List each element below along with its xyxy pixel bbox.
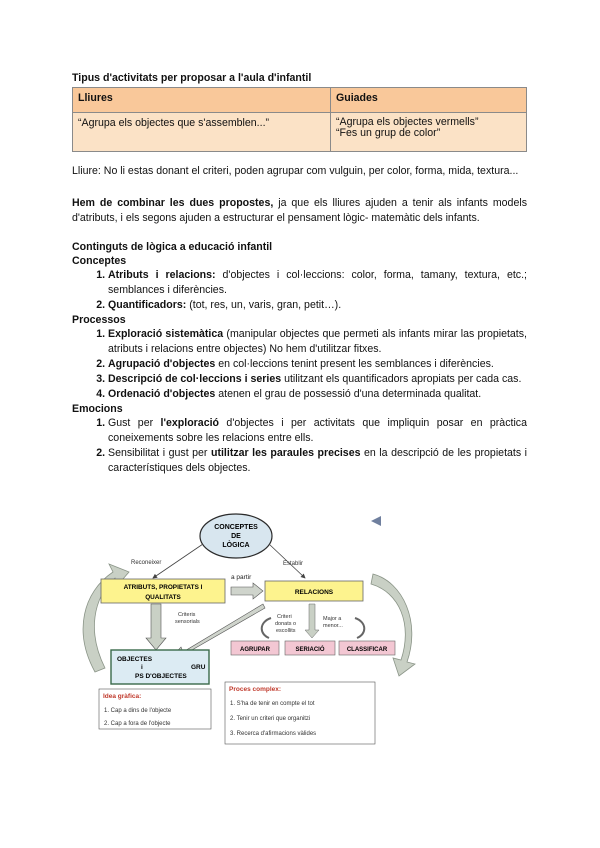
item-text: atenen el grau de possessió d'una determinada qualitat. (215, 388, 482, 400)
cell-text: “Fes un grup de color” (336, 127, 441, 139)
curved-small-arrow (355, 618, 364, 638)
table-header-lliures: Lliures (73, 88, 331, 113)
a-partir-arrow (231, 583, 263, 599)
cell-text: “Agrupa els objectes que s'assemblen...” (78, 117, 270, 129)
contents-title: Continguts de lògica a educació infantil (72, 241, 273, 253)
objectes-line: PS D'OBJECTES (135, 673, 187, 680)
bold-text: Exploració sistemàtica (108, 328, 224, 340)
small-arrow (305, 604, 319, 638)
bold-text: l'exploració (160, 417, 219, 429)
back-arrow-icon[interactable] (371, 516, 381, 526)
bold-text: Ordenació d'objectes (108, 388, 216, 400)
item-text: utilitzant els quantificadors apropiats per cada cas. (281, 373, 522, 385)
table-header-guiades: Guiades (331, 88, 527, 113)
major-menor-line: Major a (323, 616, 342, 622)
label-establir: Establir (283, 561, 304, 567)
objectes-line: GRU (191, 664, 206, 671)
curved-small-arrow (262, 618, 271, 638)
activities-table (72, 87, 527, 152)
proces-title: Proces complex: (229, 686, 282, 693)
section-title: Tipus d'activitats per proposar a l'aula d'infantil (72, 72, 312, 84)
bold-text: Quantificadors: (108, 299, 187, 311)
agrupar-label: AGRUPAR (240, 647, 270, 653)
bold-text: Atributs i relacions: (108, 269, 216, 281)
bold-text: Agrupació d'objectes (108, 358, 216, 370)
table-cell-lliures (73, 113, 331, 152)
criteri-donat-line: donats o (275, 621, 297, 627)
paragraph-text: ja que els lliures ajuden a tenir als infants models d'atributs, i els segons ajuden a estructurar el pensament lògic- matemàtic dels infants. (72, 197, 527, 224)
down-arrow (146, 604, 166, 650)
heading-conceptes: Conceptes (72, 255, 127, 267)
proces-item: 1. S'ha de tenir en compte el tot (230, 701, 315, 707)
item-text: en la descripció de les propietats i característiques dels objectes. (108, 447, 528, 474)
item-text: d'objectes i col·leccions: color, forma, tamany, textura, etc.; semblances i diferències. (108, 269, 527, 296)
bold-text: Hem de combinar les dues propostes, (72, 197, 274, 209)
objectes-line: i (141, 664, 143, 671)
classificar-label: CLASSIFICAR (346, 647, 388, 653)
logic-concepts-diagram (73, 512, 528, 750)
concept-line: DE (231, 533, 241, 540)
bold-text: utilitzar les paraules precises (210, 447, 361, 459)
concept-line: CONCEPTES (214, 524, 258, 531)
item-text: (tot, res, un, varis, gran, petit…). (186, 299, 342, 311)
criteris-line: sensorials (175, 619, 200, 625)
list-item (108, 327, 527, 357)
list-item (108, 387, 527, 402)
bold-text: Descripció de col·leccions i series (108, 373, 282, 385)
objectes-line: OBJECTES (117, 656, 153, 663)
label-reconeixer: Reconeixer (131, 560, 162, 566)
table-cell-guiades (331, 113, 527, 152)
proces-item: 2. Tenir un criteri que organitzi (230, 716, 311, 722)
item-text: Sensibilitat i gust per (108, 447, 211, 459)
idea-title: Idea gràfica: (103, 693, 142, 700)
list-item (108, 298, 527, 313)
major-menor-line: menor... (323, 623, 343, 629)
criteri-donat-line: escollits (276, 628, 296, 634)
relacions-label: RELACIONS (294, 589, 334, 596)
item-text: (manipular objectes que permeti als infants mirar las propietats, atributs i relacions entre objectes) No hem d'utilitzar fitxes. (108, 328, 527, 355)
curved-arrow-right (371, 574, 415, 676)
criteri-donat-line: Criteri (277, 614, 292, 620)
item-text: d'objectes i per activitats que impliquin posar en pràctica coneixements sobre les relacions entre ells. (108, 417, 527, 444)
paragraph-lliure: Lliure: No li estas donant el criteri, poden agrupar com vulguin, per color, forma, mida, textura... (72, 165, 519, 177)
document-page (72, 72, 527, 476)
cell-text: “Agrupa els objectes vermells” (336, 116, 479, 128)
list-item (108, 446, 527, 476)
atributs-line: ATRIBUTS, PROPIETATS I (123, 584, 203, 591)
item-text: Gust per (108, 417, 161, 429)
item-text: en col·leccions tenint present les semblances i diferències. (215, 358, 494, 370)
label-a-partir: a partir (231, 574, 252, 581)
paragraph-combinar (72, 196, 527, 226)
concept-line: LÒGICA (222, 542, 250, 549)
seriacio-label: SERIACIÓ (295, 647, 325, 653)
proces-item: 3. Recerca d'afirmacions vàlides (230, 731, 317, 737)
heading-processos: Processos (72, 314, 126, 326)
list-item (108, 268, 527, 298)
atributs-line: QUALITATS (145, 594, 181, 601)
list-item (108, 357, 527, 372)
idea-item: 2. Cap a fora de l'objecte (104, 721, 171, 727)
list-item (108, 416, 527, 446)
criteris-line: Criteris (178, 612, 196, 618)
heading-emocions: Emocions (72, 403, 123, 415)
idea-item: 1. Cap a dins de l'objecte (104, 708, 172, 714)
list-item (108, 372, 527, 387)
